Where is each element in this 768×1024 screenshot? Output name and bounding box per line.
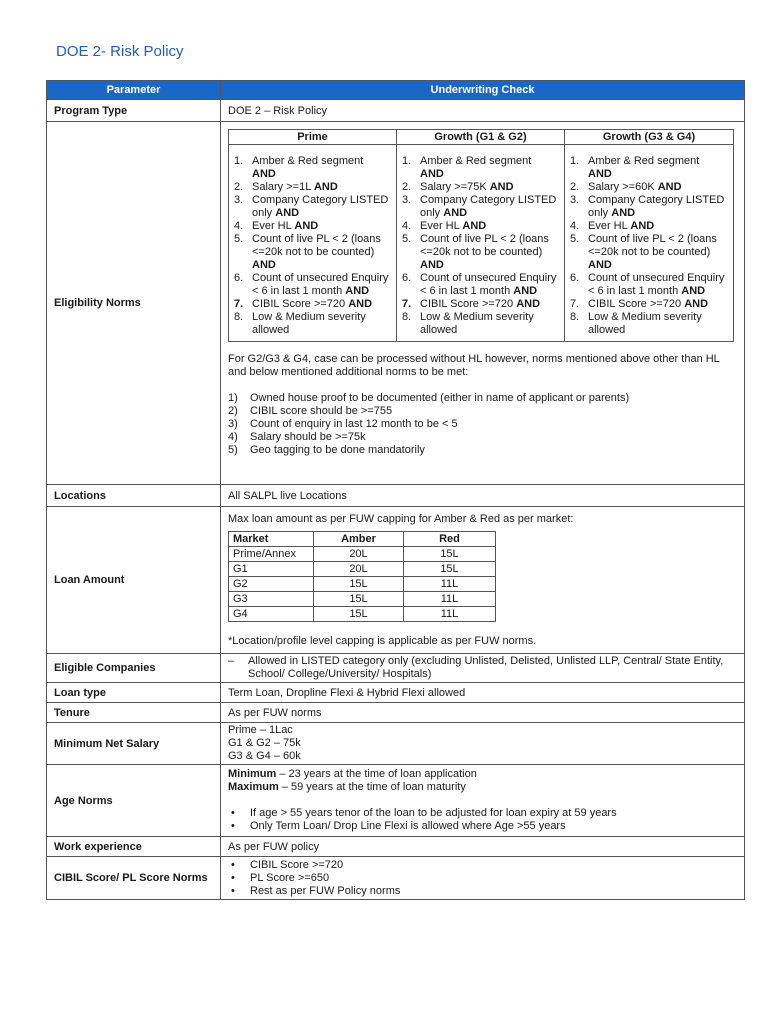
list-item: 2) CIBIL score should be >=755 bbox=[228, 405, 393, 417]
row-label: Work experience bbox=[47, 837, 221, 857]
cell-amber: 20L bbox=[314, 547, 404, 562]
list-item: 4. Ever HL AND bbox=[570, 220, 655, 232]
row-label: CIBIL Score/ PL Score Norms bbox=[47, 857, 221, 900]
row-label: Program Type bbox=[47, 100, 221, 122]
loan-amount-intro: Max loan amount as per FUW capping for Amber & Red as per market: bbox=[228, 513, 574, 525]
work-experience-value: As per FUW policy bbox=[221, 837, 745, 857]
min-salary-g3g4: G3 & G4 – 60k bbox=[228, 750, 301, 762]
tenure-value: As per FUW norms bbox=[221, 703, 745, 723]
loan-type-value: Term Loan, Dropline Flexi & Hybrid Flexi allowed bbox=[221, 683, 745, 703]
row-minimum-net-salary bbox=[47, 723, 745, 765]
page-title: DOE 2- Risk Policy bbox=[56, 43, 184, 60]
tier-criteria bbox=[397, 145, 565, 342]
list-item: 2. Salary >=75K AND bbox=[402, 181, 514, 193]
row-label: Minimum Net Salary bbox=[47, 723, 221, 765]
list-item: • Only Term Loan/ Drop Line Flexi is allowed where Age >55 years bbox=[231, 820, 566, 832]
row-label: Age Norms bbox=[47, 765, 221, 837]
cibil-rules-list bbox=[228, 859, 737, 898]
row-label: Eligible Companies bbox=[47, 654, 221, 683]
row-age-norms bbox=[47, 765, 745, 837]
table-row bbox=[229, 562, 496, 577]
cell-market: G3 bbox=[229, 592, 314, 607]
table-row bbox=[229, 592, 496, 607]
table-row bbox=[229, 607, 496, 622]
row-work-experience bbox=[47, 837, 745, 857]
market-header: Market bbox=[229, 532, 314, 547]
table-row bbox=[229, 577, 496, 592]
header-underwriting-check: Underwriting Check bbox=[221, 81, 745, 100]
cell-red: 11L bbox=[404, 592, 496, 607]
age-max-text: – 59 years at the time of loan maturity bbox=[278, 781, 466, 793]
amber-header: Amber bbox=[314, 532, 404, 547]
market-capping-table bbox=[228, 531, 496, 622]
tier-criteria bbox=[229, 145, 397, 342]
program-type-value: DOE 2 – Risk Policy bbox=[221, 100, 745, 122]
loan-amount-footnote: *Location/profile level capping is applicable as per FUW norms. bbox=[228, 635, 537, 647]
tier-header: Growth (G3 & G4) bbox=[565, 130, 734, 145]
min-salary-prime: Prime – 1Lac bbox=[228, 724, 293, 736]
list-item: 6. Count of unsecured Enquiry < 6 in last 1 month AND bbox=[234, 272, 389, 297]
list-item: 1. Amber & Red segment AND bbox=[402, 155, 532, 180]
eligibility-note: For G2/G3 & G4, case can be processed without HL however, norms mentioned above other than HL and below mentioned additional norms to be met: bbox=[228, 353, 720, 378]
row-label: Loan Amount bbox=[47, 507, 221, 654]
list-item: 2. Salary >=60K AND bbox=[570, 181, 682, 193]
risk-policy-table bbox=[46, 80, 745, 900]
tier-header-row bbox=[229, 130, 734, 145]
list-item: • If age > 55 years tenor of the loan to be adjusted for loan expiry at 59 years bbox=[231, 807, 617, 819]
eligible-companies-value: Allowed in LISTED category only (excluding Unlisted, Delisted, Unlisted LLP, Central/ State Entity, School/ College/University/ Hospitals) bbox=[248, 655, 724, 680]
list-item: 5. Count of live PL < 2 (loans <=20k not to be counted) AND bbox=[402, 233, 549, 271]
list-item: 8. Low & Medium severity allowed bbox=[234, 311, 366, 336]
age-max-label: Maximum bbox=[228, 781, 279, 793]
cell-red: 11L bbox=[404, 607, 496, 622]
tier-criteria bbox=[565, 145, 734, 342]
list-item: 5) Geo tagging to be done mandatorily bbox=[228, 444, 425, 456]
cell-amber: 20L bbox=[314, 562, 404, 577]
cibil-cell bbox=[221, 857, 745, 900]
locations-value: All SALPL live Locations bbox=[221, 485, 745, 507]
cell-amber: 15L bbox=[314, 577, 404, 592]
list-item: 8. Low & Medium severity allowed bbox=[570, 311, 702, 336]
age-norms-cell bbox=[221, 765, 745, 837]
loan-amount-cell bbox=[221, 507, 745, 654]
list-item: 4. Ever HL AND bbox=[402, 220, 487, 232]
cell-amber: 15L bbox=[314, 592, 404, 607]
age-min-label: Minimum bbox=[228, 768, 277, 780]
cell-red: 15L bbox=[404, 547, 496, 562]
row-eligible-companies bbox=[47, 654, 745, 683]
row-loan-type bbox=[47, 683, 745, 703]
min-salary-cell bbox=[221, 723, 745, 765]
eligibility-cell bbox=[221, 122, 745, 485]
cell-market: G4 bbox=[229, 607, 314, 622]
row-loan-amount bbox=[47, 507, 745, 654]
min-salary-g1g2: G1 & G2 – 75k bbox=[228, 737, 301, 749]
tier-criteria-row bbox=[229, 145, 734, 342]
row-eligibility-norms bbox=[47, 122, 745, 485]
list-item: • CIBIL Score >=720 bbox=[231, 858, 344, 871]
list-item: • PL Score >=650 bbox=[231, 871, 330, 884]
age-min-text: – 23 years at the time of loan application bbox=[276, 768, 477, 780]
market-table-header bbox=[229, 532, 496, 547]
dash-bullet: – bbox=[228, 655, 235, 667]
list-item: 1. Amber & Red segment AND bbox=[234, 155, 364, 180]
list-item: 7. CIBIL Score >=720 AND bbox=[234, 298, 373, 310]
list-item: 3. Company Category LISTED only AND bbox=[234, 194, 389, 219]
list-item: 1) Owned house proof to be documented (either in name of applicant or parents) bbox=[228, 392, 630, 404]
red-header: Red bbox=[404, 532, 496, 547]
list-item: 1. Amber & Red segment AND bbox=[570, 155, 700, 180]
eligibility-tier-table bbox=[228, 129, 734, 342]
cell-red: 15L bbox=[404, 562, 496, 577]
list-item: 3. Company Category LISTED only AND bbox=[570, 194, 725, 219]
list-item: 2. Salary >=1L AND bbox=[234, 181, 338, 193]
row-label: Eligibility Norms bbox=[47, 122, 221, 485]
cell-market: Prime/Annex bbox=[229, 547, 314, 562]
row-label: Locations bbox=[47, 485, 221, 507]
header-parameter: Parameter bbox=[47, 81, 221, 100]
list-item: 7. CIBIL Score >=720 AND bbox=[402, 298, 541, 310]
row-label: Loan type bbox=[47, 683, 221, 703]
tier-header: Growth (G1 & G2) bbox=[397, 130, 565, 145]
cell-market: G1 bbox=[229, 562, 314, 577]
list-item: 5. Count of live PL < 2 (loans <=20k not to be counted) AND bbox=[234, 233, 381, 271]
table-row bbox=[229, 547, 496, 562]
list-item: 6. Count of unsecured Enquiry < 6 in last 1 month AND bbox=[402, 272, 557, 297]
additional-norms-list bbox=[228, 392, 737, 457]
row-label: Tenure bbox=[47, 703, 221, 723]
age-rules-list bbox=[228, 807, 737, 833]
row-tenure bbox=[47, 703, 745, 723]
list-item: 4. Ever HL AND bbox=[234, 220, 319, 232]
tier-header: Prime bbox=[229, 130, 397, 145]
list-item: 5. Count of live PL < 2 (loans <=20k not to be counted) AND bbox=[570, 233, 717, 271]
list-item: 3. Company Category LISTED only AND bbox=[402, 194, 557, 219]
row-program-type bbox=[47, 100, 745, 122]
list-item: • Rest as per FUW Policy norms bbox=[231, 884, 401, 897]
cell-red: 11L bbox=[404, 577, 496, 592]
list-item: 8. Low & Medium severity allowed bbox=[402, 311, 534, 336]
row-locations bbox=[47, 485, 745, 507]
row-cibil-score bbox=[47, 857, 745, 900]
list-item: 7. CIBIL Score >=720 AND bbox=[570, 298, 709, 310]
list-item: 3) Count of enquiry in last 12 month to be < 5 bbox=[228, 418, 458, 430]
cell-market: G2 bbox=[229, 577, 314, 592]
eligible-companies-cell bbox=[221, 654, 745, 683]
cell-amber: 15L bbox=[314, 607, 404, 622]
table-header-row bbox=[47, 81, 745, 100]
list-item: 4) Salary should be >=75k bbox=[228, 431, 366, 443]
list-item: 6. Count of unsecured Enquiry < 6 in last 1 month AND bbox=[570, 272, 725, 297]
